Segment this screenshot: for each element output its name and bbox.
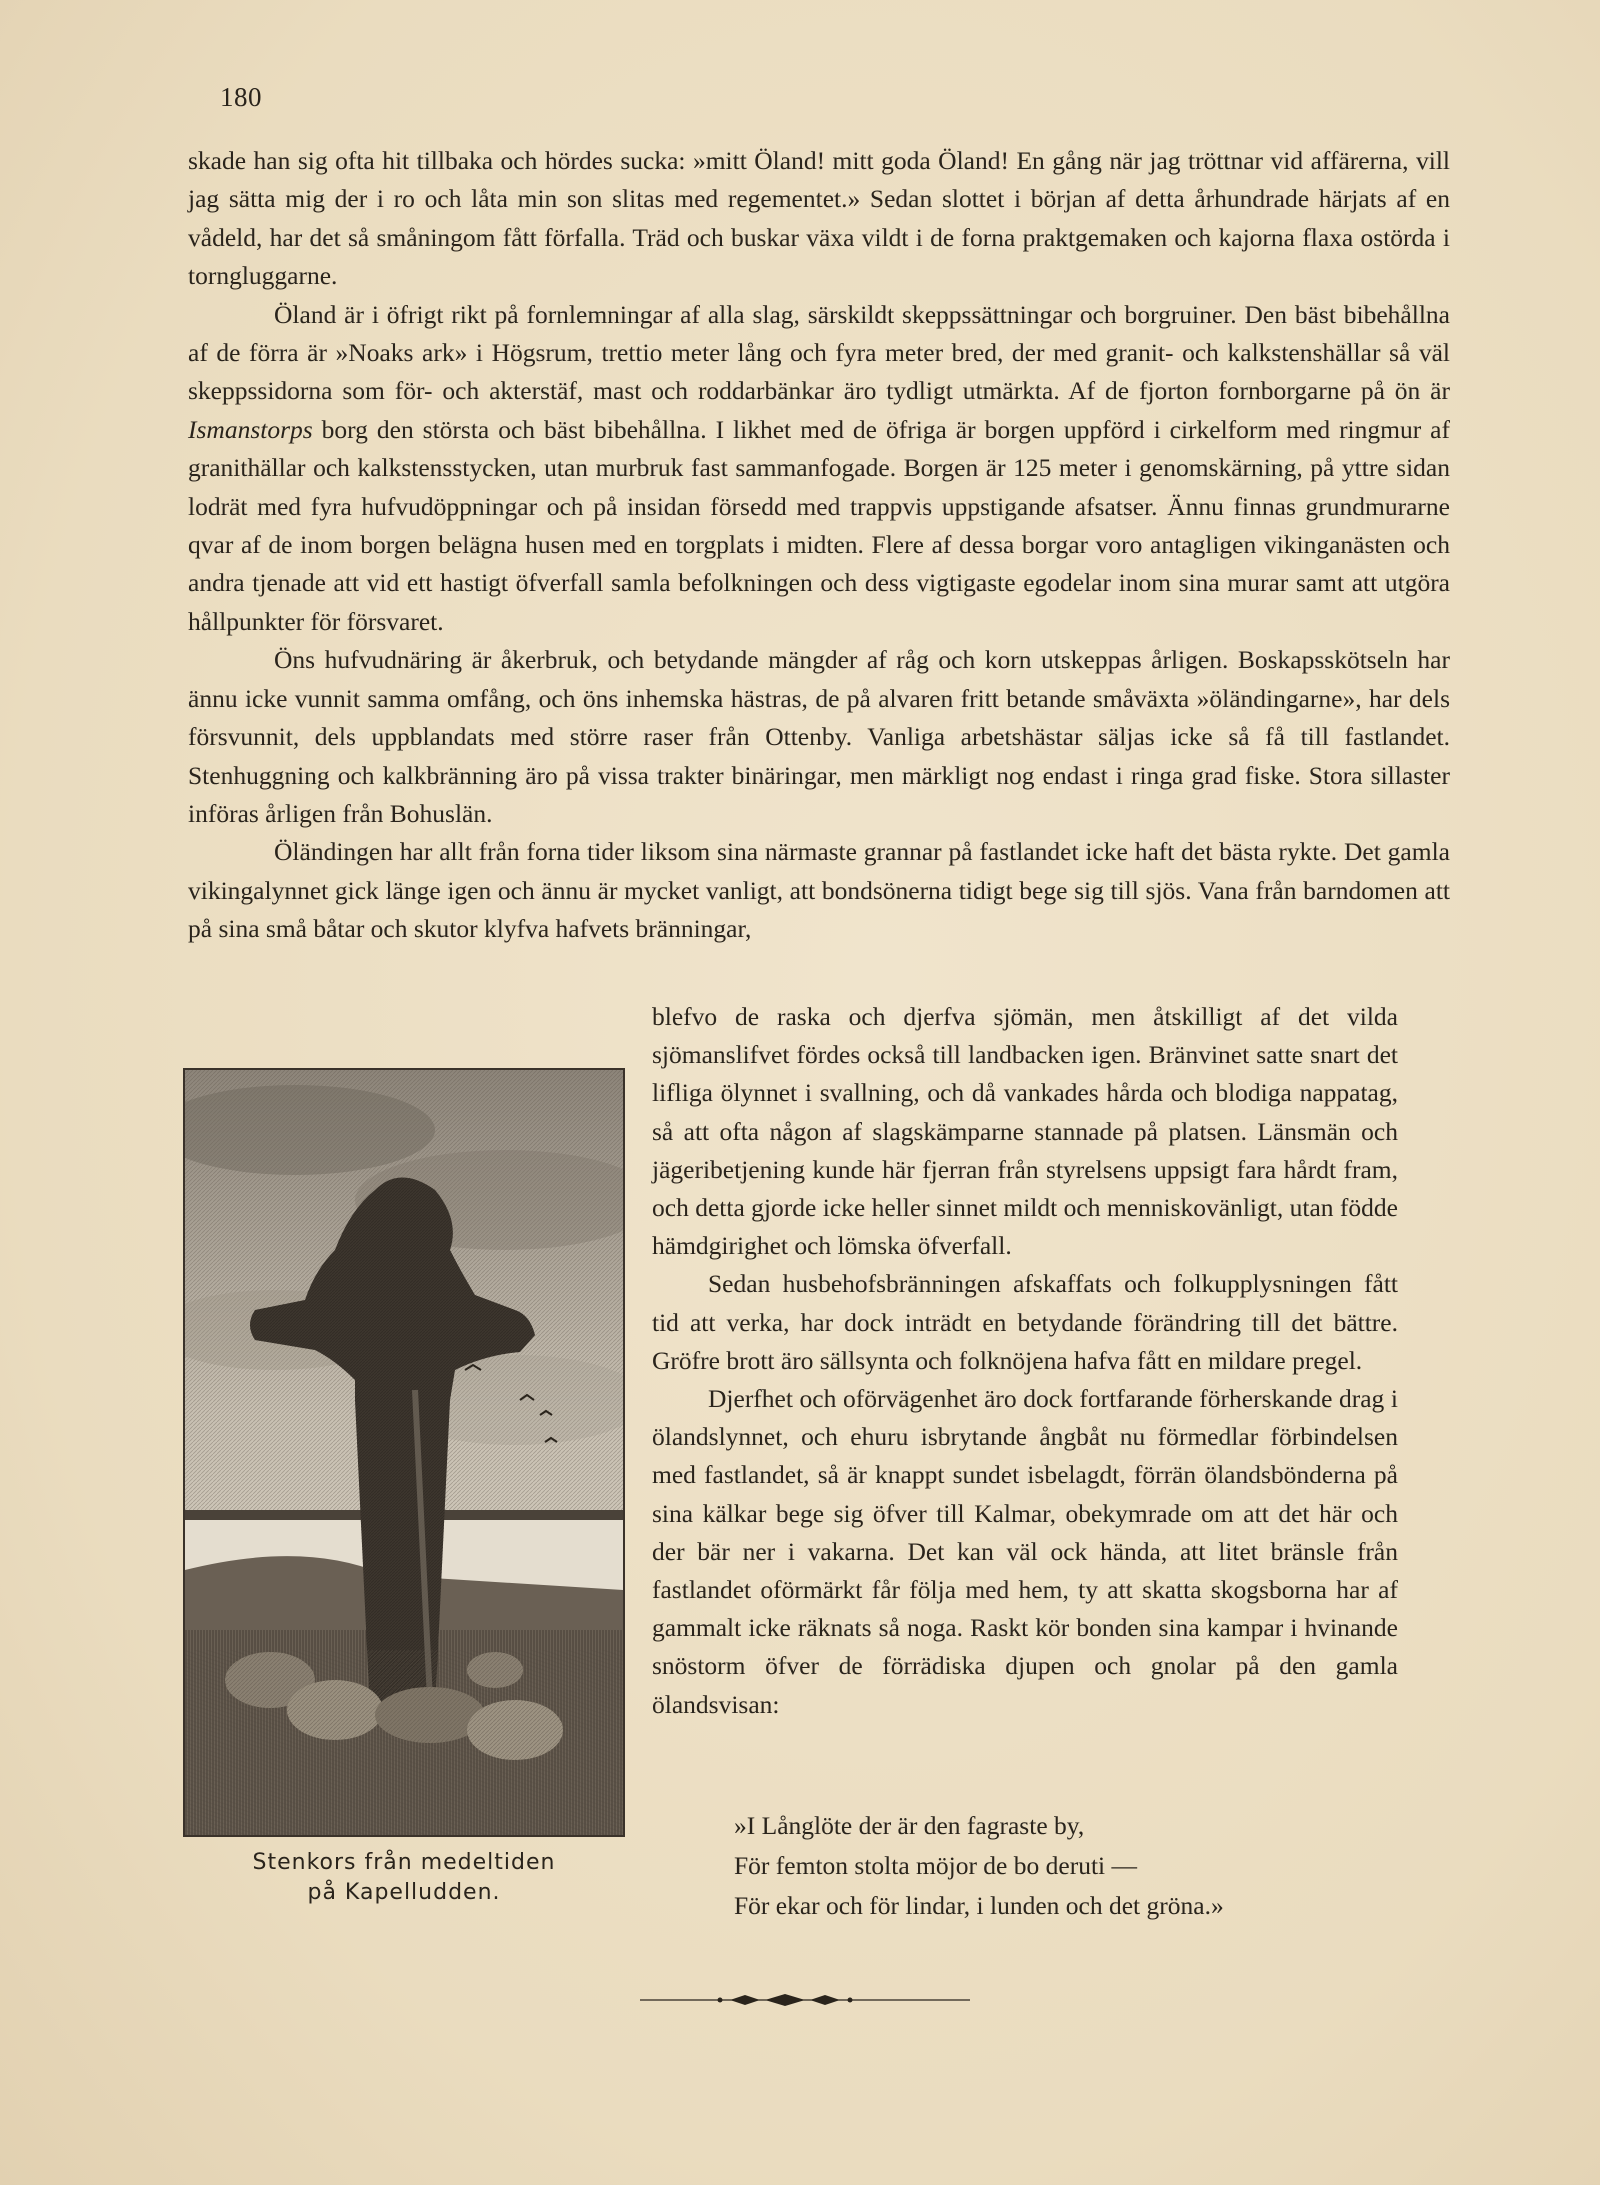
poem-line-3: För ekar och för lindar, i lunden och det gröna.» <box>734 1891 1224 1920</box>
poem-line-1: »I Långlöte der är den fagraste by, <box>734 1811 1085 1840</box>
paragraph-5: Sedan husbehofsbränningen afskaffats och folkupplysningen fått tid att verka, har dock inträdt en betydande förändring till det bättre. Gröfre brott äro sällsynta och folknöjena hafva fått en mildare pregel. <box>652 1269 1398 1375</box>
paragraph-2-end: borg den största och bäst bibehållna. I likhet med de öfriga är borgen uppförd i cirkelform med ringmur af granithällar och kalkstensstycken, utan murbruk fast sammanfogade. Borgen är 125 meter i genomskärning, på yttre sidan lodrät med fyra hufvudöppningar och på insidan försedd med trappvis uppstigande afsatser. Ännu finnas grundmurarne qvar af de inom borgen belägna husen med en torgplats i midten. Flere af dessa borgar voro antagligen vikinganästen och andra tjenade att vid ett hastigt öfverfall samla befolkningen och dess vigtigaste egodelar inom sina murar samt att utgöra hållpunkter för försvaret. <box>188 414 1450 636</box>
end-ornament <box>640 1988 970 2012</box>
stone-cross-illustration <box>183 1068 625 1837</box>
poem-verse <box>734 1806 1384 1926</box>
paragraph-6: Djerfhet och oförvägenhet äro dock fortfarande förherskande drag i ölandslynnet, och ehuru isbrytande ångbåt nu förmedlar förbindelsen med fastlandet, så är knappt sundet isbelagdt, förrän ölandsbönderna på sina kälkar bege sig öfver till Kalmar, obekymrade om att det här och der bär ner i vakarna. Det kan väl ock hända, att litet bränsle från fastlandet oförmärkt får följa med hem, ty att skatta skogsborna har af gammalt icke räknats så noga. Raskt kör bonden sina kampar i hvinande snöstorm öfver de förrädiska djupen och gnolar på den gamla ölandsvisan: <box>652 1384 1398 1719</box>
paragraph-4-column: blefvo de raska och djerfva sjömän, men åtskilligt af det vilda sjömanslifvet fördes också till landbacken igen. Bränvinet satte snart det lifliga ölynnet i svallning, och då vankades hårda och blodiga nappatag, så att ofta någon af slagskämparne stannade på platsen. Länsmän och jägeribetjening kunde här fjerran från styrelsens uppsigt fara hårdt fram, och detta gjorde icke heller sinnet mildt och menniskovänligt, utan födde hämdgirighet och lömska öfverfall. <box>652 1002 1398 1261</box>
paragraph-4-top: Öländingen har allt från forna tider liksom sina närmaste grannar på fastlandet icke haft det bästa rykte. Det gamla vikingalynnet gick länge igen och ännu är mycket vanligt, att bondsönerna tidigt bege sig till sjös. Vana från barndomen att på sina små båtar och skutor klyfva hafvets bränningar, <box>188 837 1450 944</box>
text-column-right <box>652 998 1398 1724</box>
poem-line-2: För femton stolta möjor de bo deruti — <box>734 1851 1137 1880</box>
caption-line-2: på Kapelludden. <box>307 1880 501 1905</box>
body-text <box>188 142 1450 949</box>
engraving-image <box>185 1070 623 1835</box>
illustration-caption <box>183 1848 625 1908</box>
paragraph-2-start: Öland är i öfrigt rikt på fornlemningar af alla slag, särskildt skeppssättningar och borgruiner. Den bäst bibehållna af de förra är »Noaks ark» i Högsrum, trettio meter lång och fyra meter bred, der med granit- och kalkstenshällar så väl skeppssidorna som för- och akterstäf, mast och roddarbänkar äro tydligt utmärkta. Af de fjorton fornborgarne på ön är <box>188 299 1450 406</box>
paragraph-2 <box>188 296 1450 642</box>
place-name-ismanstorps: Ismanstorps <box>188 414 313 444</box>
caption-line-1: Stenkors från medeltiden <box>252 1850 556 1875</box>
paragraph-3: Öns hufvudnäring är åkerbruk, och betydande mängder af råg och korn utskeppas årligen. Boskapsskötseln har ännu icke vunnit samma omfång, och öns inhemska hästras, de på alvaren fritt betande småväxta »öländingarne», har dels försvunnit, dels uppblandats med större raser från Ottenby. Vanliga arbetshästar säljas icke så få till fastlandet. Stenhuggning och kalkbränning äro på vissa trakter binäringar, men märkligt nog endast i ringa grad fiske. Stora sillaster införas årligen från Bohuslän. <box>188 645 1450 828</box>
paragraph-1: skade han sig ofta hit tillbaka och hördes sucka: »mitt Öland! mitt goda Öland! En gång när jag tröttnar vid affärerna, vill jag sätta mig der i ro och låta min son slitas med regementet.» Sedan slottet i början af detta århundrade härjats af en vådeld, har det så småningom fått förfalla. Träd och buskar växa vildt i de forna praktgemaken och kajorna flaxa ostörda i torngluggarne. <box>188 146 1450 291</box>
page-number: 180 <box>220 82 262 112</box>
